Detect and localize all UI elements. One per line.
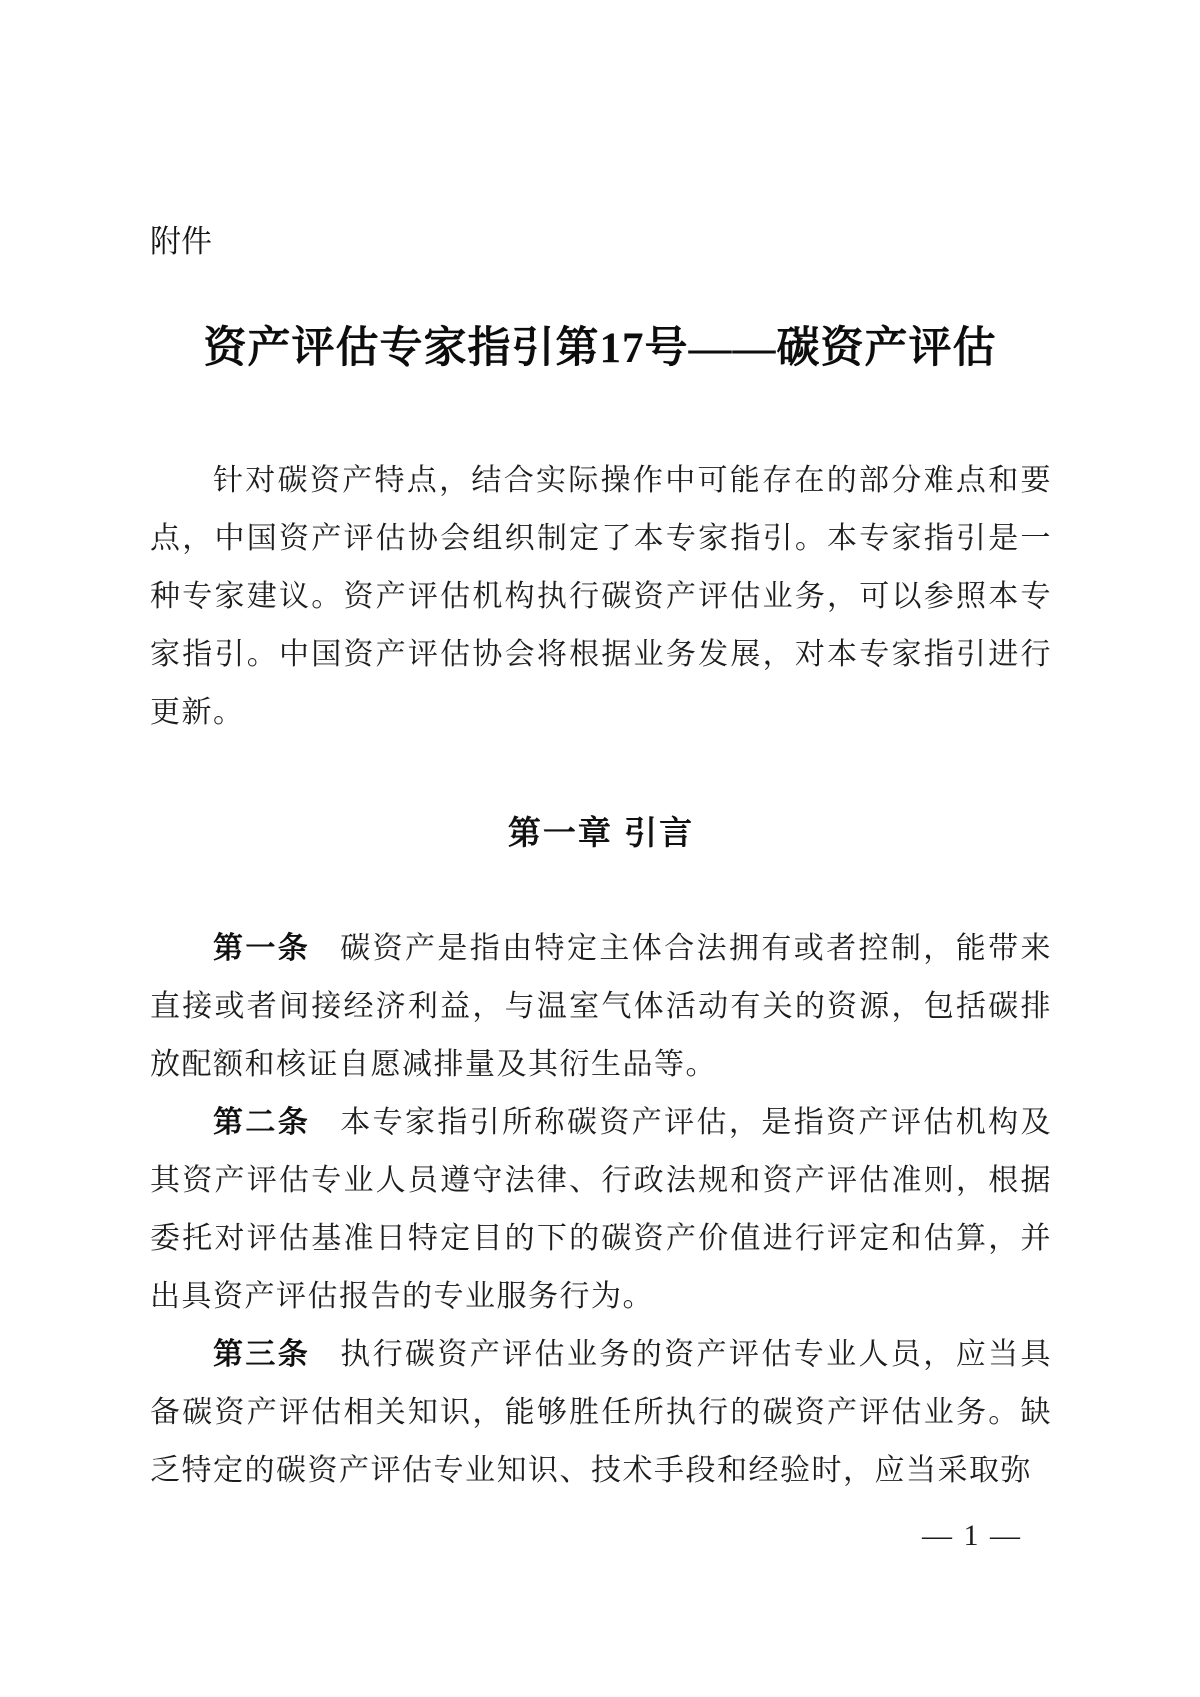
articles-section [150, 920, 1052, 1500]
document-title: 资产评估专家指引第17号——碳资产评估 [203, 325, 997, 372]
article-2 [150, 1094, 1052, 1326]
article-3-text: 执行碳资产评估业务的资产评估专业人员，应当具备碳资产评估相关知识，能够胜任所执行的碳资产评估业务。缺乏特定的碳资产评估专业知识、技术手段和经验时，应当采取弥 [150, 1338, 1052, 1487]
article-2-text: 本专家指引所称碳资产评估，是指资产评估机构及其资产评估专业人员遵守法律、行政法规和资产评估准则，根据委托对评估基准日特定目的下的碳资产价值进行评定和估算，并出具资产评估报告的专业服务行为。 [150, 1106, 1052, 1313]
page-number: — 1 — [922, 1519, 1022, 1552]
article-1-label: 第一条 [213, 932, 311, 965]
intro-paragraph: 针对碳资产特点，结合实际操作中可能存在的部分难点和要点，中国资产评估协会组织制定了本专家指引。本专家指引是一种专家建议。资产评估机构执行碳资产评估业务，可以参照本专家指引。中国资产评估协会将根据业务发展，对本专家指引进行更新。 [150, 464, 1052, 729]
document-body [150, 452, 1052, 1500]
attachment-label: 附件 [150, 224, 212, 259]
article-3-label: 第三条 [213, 1338, 311, 1371]
article-3 [150, 1326, 1052, 1500]
article-1 [150, 920, 1052, 1094]
chapter-heading: 第一章 引言 [507, 814, 695, 851]
article-2-label: 第二条 [213, 1106, 311, 1139]
article-1-text: 碳资产是指由特定主体合法拥有或者控制，能带来直接或者间接经济利益，与温室气体活动有关的资源，包括碳排放配额和核证自愿减排量及其衍生品等。 [150, 932, 1052, 1081]
